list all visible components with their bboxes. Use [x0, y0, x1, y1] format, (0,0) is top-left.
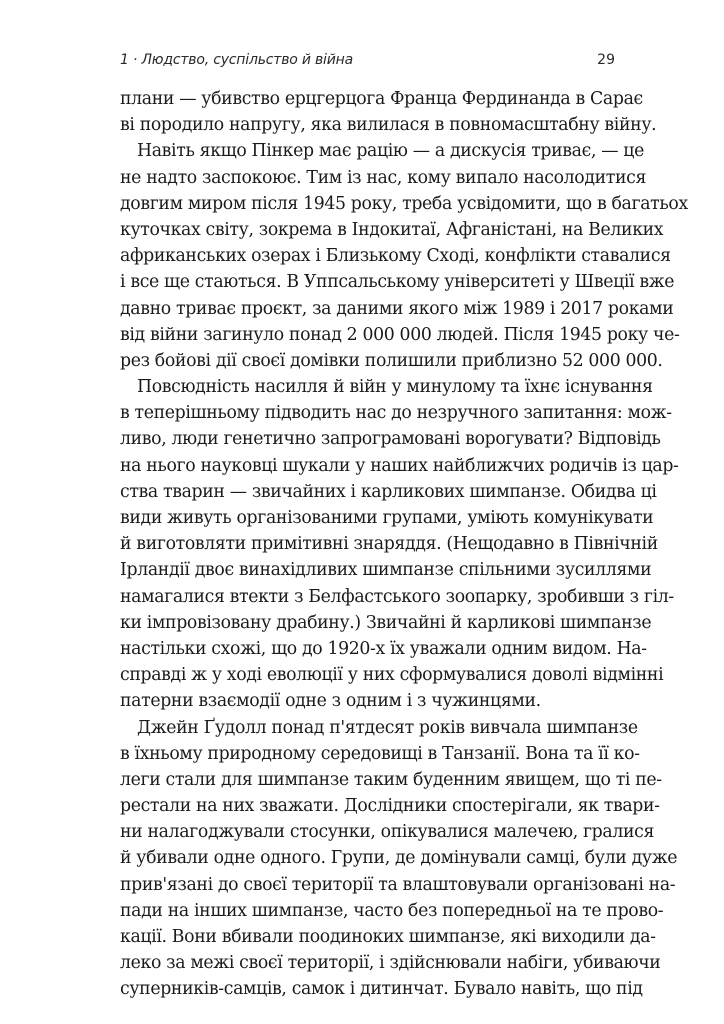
text-line: настільки схожі, що до 1920-х їх уважали одним видом. На-: [120, 638, 647, 659]
text-line: Повсюдність насилля й війн у минулому та їхнє існування: [137, 377, 653, 398]
text-line: намагалися втекти з Белфастського зоопарку, зробивши з гіл-: [120, 586, 674, 607]
text-line: ни налагоджували стосунки, опікувалися малечею, гралися: [120, 822, 655, 843]
text-line: ства тварин — звичайних і карликових шимпанзе. Обидва ці: [120, 481, 657, 502]
text-line: в теперішньому підводить нас до незручного запитання: мож-: [120, 403, 672, 424]
text-line: пади на інших шимпанзе, часто без попередньої на те прово-: [120, 900, 664, 921]
text-line: Джейн Ґудолл понад п'ятдесят років вивчала шимпанзе: [137, 717, 638, 738]
text-line: суперників-самців, самок і дитинчат. Бувало навіть, що під: [120, 979, 643, 1000]
text-line: африканських озерах і Близькому Сході, конфлікти ставалися: [120, 246, 671, 267]
chapter-label: 1 · Людство, суспільство й війна: [120, 52, 353, 68]
page-number: 29: [597, 52, 615, 68]
text-line: не надто заспокоює. Тим із нас, кому випало насолодитися: [120, 167, 647, 188]
text-line: леги стали для шимпанзе таким буденним явищем, що ті пе-: [120, 769, 662, 790]
text-line: ві породило напругу, яка вилилася в повномасштабну війну.: [120, 115, 657, 136]
text-line: й виготовляти примітивні знаряддя. (Нещодавно в Північній: [120, 534, 658, 555]
text-line: давно триває проєкт, за даними якого між 1989 і 2017 роками: [120, 298, 674, 319]
text-line: довгим миром після 1945 року, треба усвідомити, що в багатьох: [120, 193, 688, 214]
text-line: в їхньому природному середовищі в Танзанії. Вона та її ко-: [120, 743, 640, 764]
text-line: і все ще стаються. В Уппсальському університеті у Швеції вже: [120, 272, 675, 293]
text-line: й убивали одне одного. Групи, де домінували самці, були дуже: [120, 848, 678, 869]
text-line: леко за межі своєї території, і здійснювали набіги, убиваючи: [120, 953, 661, 974]
text-line: Навіть якщо Пінкер має рацію — а дискусія триває, — це: [137, 141, 644, 162]
text-line: патерни взаємодії одне з одним і з чужинцями.: [120, 691, 541, 712]
text-line: на нього науковці шукали у наших найближчих родичів із цар-: [120, 455, 679, 476]
text-line: рез бойові дії своєї домівки полишили приблизно 52 000 000.: [120, 350, 663, 371]
text-line: плани — убивство ерцгерцога Франца Фердинанда в Сарає: [120, 89, 643, 109]
text-line: види живуть організованими групами, уміють комунікувати: [120, 508, 654, 528]
text-line: ки імпровізовану драбину.) Звичайні й карликові шимпанзе: [120, 612, 652, 633]
text-line: прив'язані до своєї території та влаштовували організовані на-: [120, 874, 676, 895]
text-line: кації. Вони вбивали поодиноких шимпанзе, які виходили да-: [120, 927, 656, 947]
text-line: куточках світу, зокрема в Індокитаї, Афганістані, на Великих: [120, 219, 664, 240]
text-line: рестали на них зважати. Дослідники спостерігали, як твари-: [120, 796, 660, 817]
text-line: ливо, люди генетично запрограмовані ворогувати? Відповідь: [120, 429, 661, 450]
text-line: справді ж у ході еволюції у них сформувалися доволі відмінні: [120, 665, 664, 686]
text-line: від війни загинуло понад 2 000 000 людей. Після 1945 року че-: [120, 324, 680, 345]
running-head: [120, 52, 615, 74]
text-line: Ірландії двоє винахідливих шимпанзе спільними зусиллями: [120, 560, 652, 581]
body-text: [120, 86, 688, 1003]
